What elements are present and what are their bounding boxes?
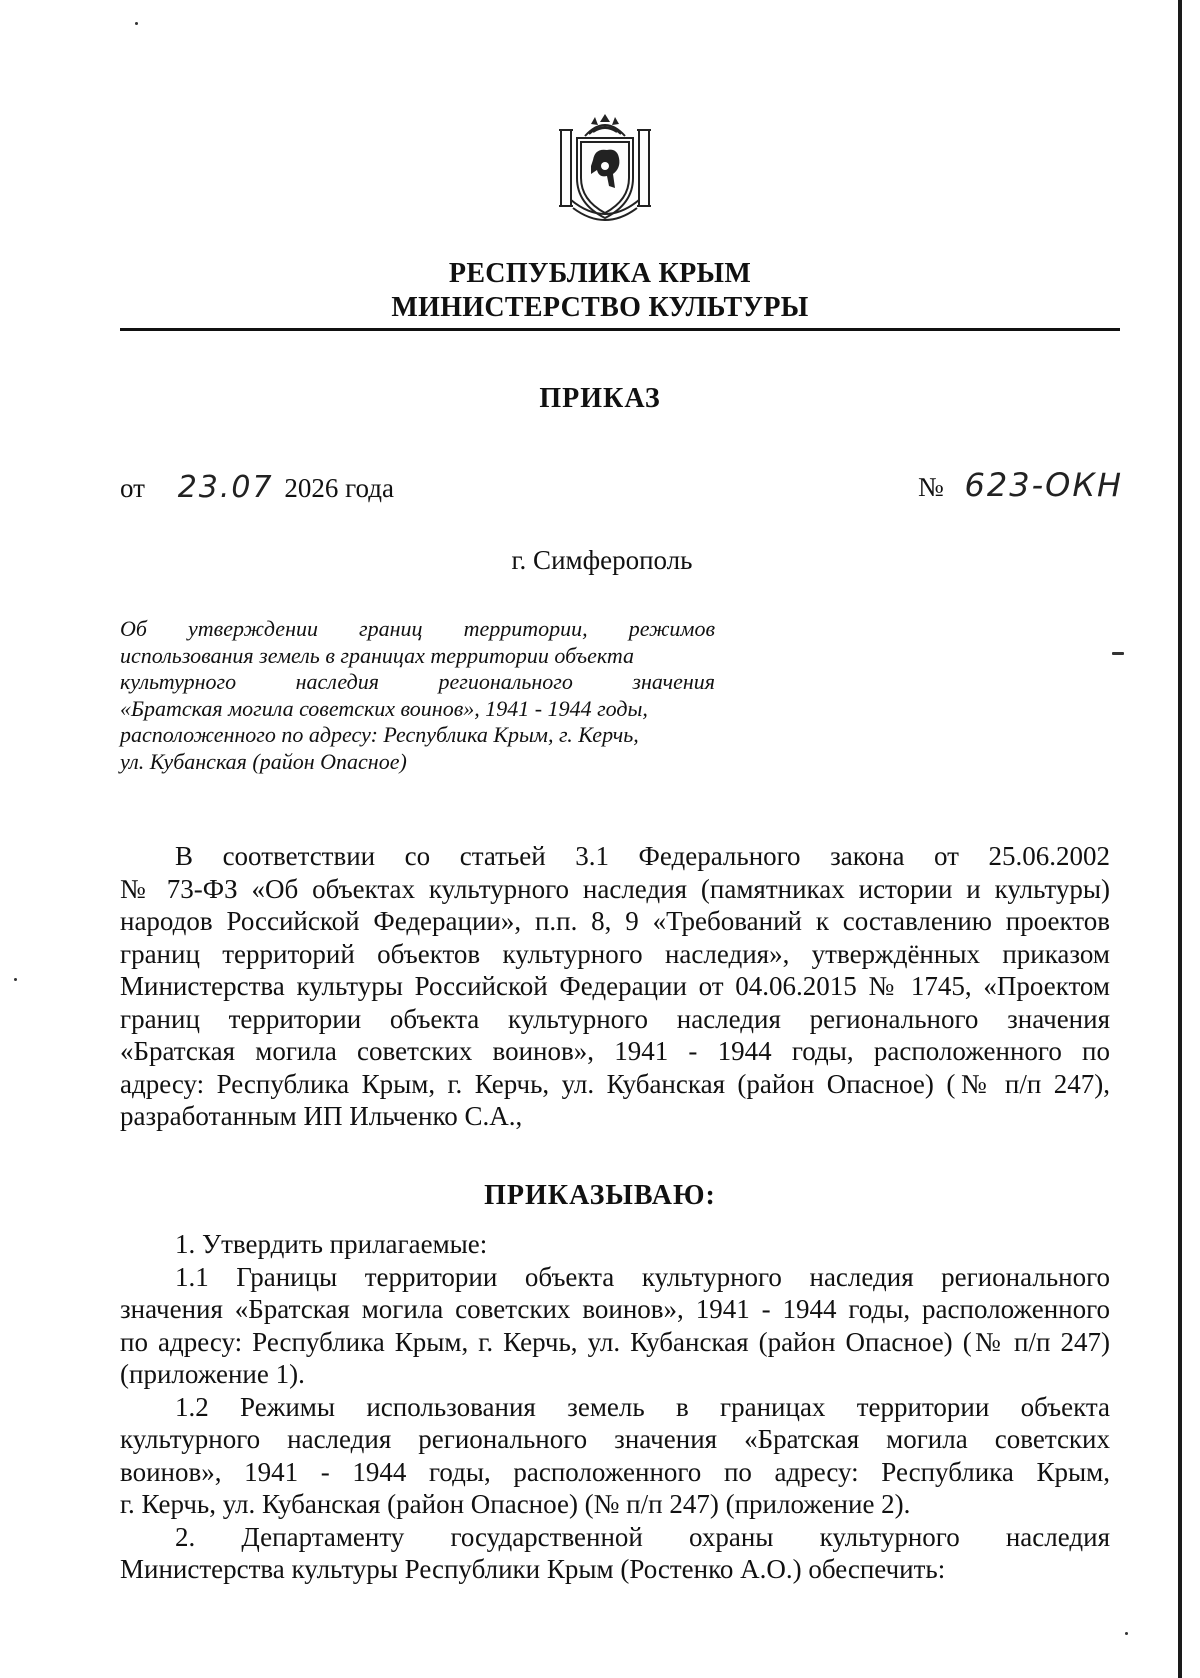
subject-line: расположенного по адресу: Республика Крым, г. Керчь, (120, 722, 639, 747)
header-republic: РЕСПУБЛИКА КРЫМ (448, 258, 752, 289)
preamble-line: адресу: Республика Крым, г. Керчь, ул. Кубанская (район Опасное) (№ п/п 247), (120, 1068, 1110, 1099)
preamble-line: В соответствии со статьей 3.1 Федерального закона от 25.06.2002 (175, 841, 1110, 871)
subject-line: культурного наследия регионального значения (120, 669, 715, 694)
crimea-coat-of-arms-icon (555, 108, 655, 230)
item-1-1-line: (приложение 1). (120, 1359, 305, 1389)
preamble-line: разработанным ИП Ильченко С.А., (120, 1101, 523, 1131)
city-name: г. Симферополь (511, 545, 693, 575)
preamble-line: народов Российской Федерации», п.п. 8, 9 «Требований к составлению проектов (120, 906, 1110, 936)
subject-line: ул. Кубанская (район Опасное) (120, 748, 407, 774)
scan-speck (14, 978, 17, 981)
order-items (120, 1228, 1110, 1586)
city-line (0, 545, 1200, 576)
order-date (120, 470, 394, 505)
item-1-1-line: значения «Братская могила советских воинов», 1941 - 1944 годы, расположенного (120, 1294, 1110, 1324)
scan-speck (1125, 1632, 1128, 1635)
order-number (918, 466, 1123, 504)
order-heading: ПРИКАЗЫВАЮ: (484, 1180, 716, 1211)
subject-line: «Братская могила советских воинов», 1941 - 1944 годы, (120, 695, 648, 721)
header-ministry: МИНИСТЕРСТВО КУЛЬТУРЫ (391, 292, 809, 323)
item-1-1-line: по адресу: Республика Крым, г. Керчь, ул. Кубанская (район Опасное) (№ п/п 247) (120, 1326, 1110, 1357)
preamble-line: № 73-ФЗ «Об объектах культурного наследия (памятниках истории и культуры) (120, 873, 1110, 904)
preamble-line: «Братская могила советских воинов», 1941 - 1944 годы, расположенного по (120, 1036, 1110, 1066)
preamble-line: границ территории объекта культурного наследия регионального значения (120, 1003, 1110, 1034)
header-divider (120, 328, 1120, 331)
item-1-2-line: 1.2 Режимы использования земель в границах территории объекта (175, 1391, 1110, 1422)
item-1-2-line: г. Керчь, ул. Кубанская (район Опасное) (№ п/п 247) (приложение 2). (120, 1489, 911, 1519)
subject-line: Об утверждении границ территории, режимов (120, 616, 715, 641)
item-1-1-line: 1.1 Границы территории объекта культурного наследия регионального (175, 1261, 1110, 1292)
scan-speck (1112, 652, 1124, 655)
number-handwritten: 623-ОКН (964, 466, 1124, 504)
scan-speck (135, 22, 138, 25)
document-title: ПРИКАЗ (539, 383, 661, 414)
subject-line: использования земель в границах территории объекта (120, 642, 635, 668)
date-prefix: от (120, 473, 145, 503)
preamble-line: Министерства культуры Российской Федерации от 04.06.2015 № 1745, «Проектом (120, 971, 1110, 1001)
date-handwritten: 23.07 (177, 470, 274, 505)
item-1-2-line: культурного наследия регионального значения «Братская могила советских (120, 1424, 1110, 1454)
date-suffix: 2026 года (284, 473, 394, 503)
preamble-paragraph (120, 840, 1110, 1133)
number-prefix: № (918, 472, 944, 502)
item-1-2-line: воинов», 1941 - 1944 годы, расположенного по адресу: Республика Крым, (120, 1456, 1110, 1487)
preamble-line: границ территорий объектов культурного наследия», утверждённых приказом (120, 938, 1110, 969)
order-subject (120, 616, 715, 775)
item-1: 1. Утвердить прилагаемые: (175, 1229, 488, 1259)
item-2-line: Министерства культуры Республики Крым (Ростенко А.О.) обеспечить: (120, 1554, 946, 1584)
scan-edge-line (1178, 0, 1182, 1678)
item-2-line: 2. Департаменту государственной охраны культурного наследия (175, 1521, 1110, 1552)
